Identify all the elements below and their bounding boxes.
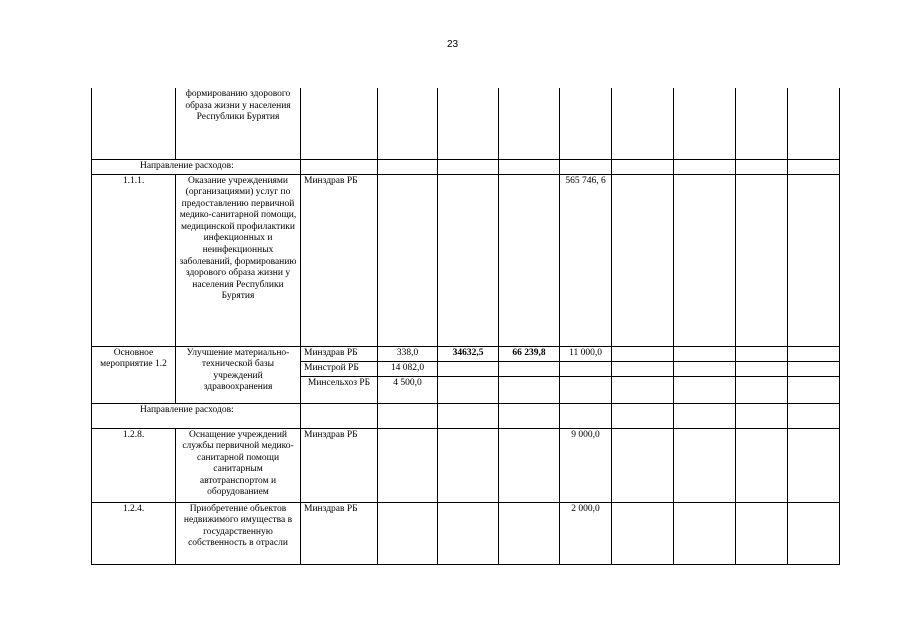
table-row [92, 428, 840, 502]
row-description: формированию здорового образа жизни у населения Республики Бурятия [176, 88, 301, 159]
row-value: 9 000,0 [560, 428, 612, 502]
row-code: 1.2.8. [92, 428, 176, 502]
row-value: 2 000,0 [560, 502, 612, 564]
budget-table [91, 88, 840, 565]
table-row [92, 159, 840, 174]
row-value: 565 746, 6 [560, 174, 612, 346]
row-value: 338,0 [378, 346, 438, 361]
page-number: 23 [446, 39, 459, 50]
row-organization: Минздрав РБ [301, 174, 378, 346]
direction-label: Направление расходов: [92, 403, 301, 428]
row-description: Приобретение объектов недвижимого имущества в государственную собственность в отрасли [176, 502, 301, 564]
table-row [92, 174, 840, 346]
row-value: 34632,5 [438, 346, 499, 361]
table-row [92, 346, 840, 361]
row-organization: Минсельхоз РБ [301, 376, 378, 403]
row-code: Основное мероприятие 1.2 [92, 346, 176, 403]
table-row [92, 88, 840, 159]
row-organization: Минстрой РБ [301, 361, 378, 376]
row-code: 1.2.4. [92, 502, 176, 564]
row-description: Оснащение учреждений службы первичной медико-санитарной помощи санитарным автотранспортом и оборудованием [176, 428, 301, 502]
row-value: 14 082,0 [378, 361, 438, 376]
direction-label: Направление расходов: [92, 159, 301, 174]
row-value: 4 500,0 [378, 376, 438, 403]
row-description: Улучшение материально-технической базы учреждений здравоохранения [176, 346, 301, 403]
row-description: Оказание учреждениями (организациями) услуг по предоставлению первичной медико-санитарной помощи, медицинской профилактики инфекционных и неинфекционных заболеваний, формированию здорового образа жизни у населения Республики Бурятия [176, 174, 301, 346]
row-organization: Минздрав РБ [301, 502, 378, 564]
row-organization: Минздрав РБ [301, 346, 378, 361]
row-value: 66 239,8 [499, 346, 560, 361]
row-organization: Минздрав РБ [301, 428, 378, 502]
row-value: 11 000,0 [560, 346, 612, 361]
table-row [92, 502, 840, 564]
row-code: 1.1.1. [92, 174, 176, 346]
table-row [92, 403, 840, 428]
